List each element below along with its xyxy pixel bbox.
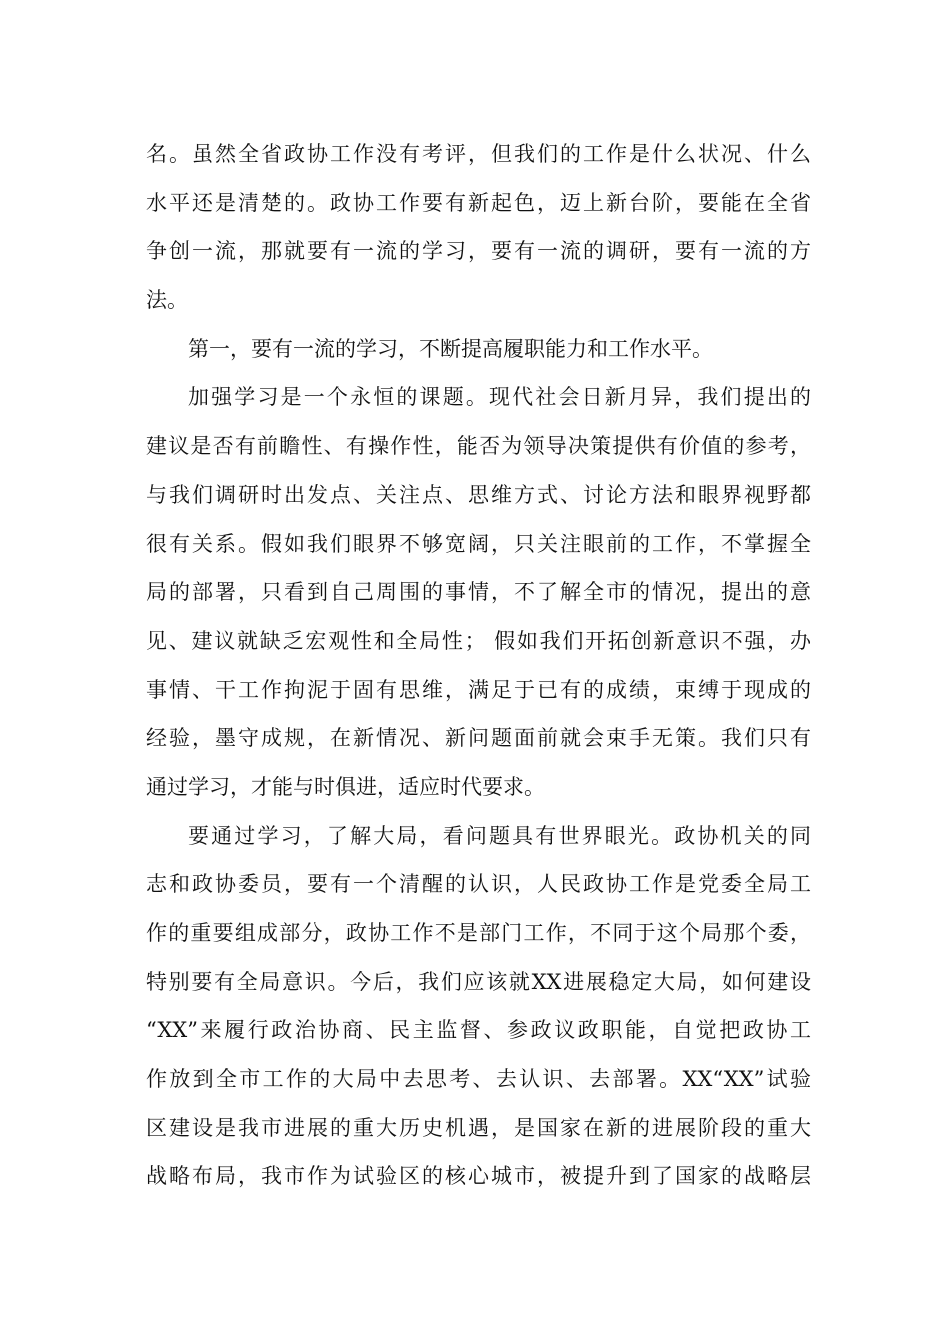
text-line: “XX”来履行政治协商、民主监督、参政议政职能，自觉把政协工	[146, 1018, 811, 1043]
text-line: 要通过学习，了解大局，看问题具有世界眼光。政协机关的同	[188, 823, 811, 848]
text-line: 争创一流，那就要有一流的学习，要有一流的调研，要有一流的方	[146, 239, 811, 264]
text-line: 作放到全市工作的大局中去思考、去认识、去部署。XX“XX”试验	[146, 1067, 811, 1092]
text-line: 经验，墨守成规，在新情况、新问题面前就会束手无策。我们只有	[146, 726, 811, 751]
text-line: 见、建议就缺乏宏观性和全局性； 假如我们开拓创新意识不强，办	[146, 628, 811, 653]
text-line: 局的部署，只看到自己周围的事情，不了解全市的情况，提出的意	[146, 580, 811, 605]
text-line: 志和政协委员，要有一个清醒的认识，人民政协工作是党委全局工	[146, 872, 811, 897]
body-text	[146, 130, 811, 1201]
text-line: 特别要有全局意识。今后，我们应该就XX进展稳定大局，如何建设	[146, 969, 811, 994]
text-line: 很有关系。假如我们眼界不够宽阔，只关注眼前的工作，不掌握全	[146, 531, 811, 556]
text-line: 名。虽然全省政协工作没有考评，但我们的工作是什么状况、什么	[146, 142, 811, 166]
text-line: 水平还是清楚的。政协工作要有新起色，迈上新台阶，要能在全省	[146, 190, 811, 215]
text-line: 法。	[146, 288, 188, 313]
text-line: 事情、干工作拘泥于固有思维，满足于已有的成绩，束缚于现成的	[146, 677, 811, 702]
text-line: 建议是否有前瞻性、有操作性，能否为领导决策提供有价值的参考，	[146, 434, 811, 459]
section-heading: 第一，要有一流的学习，不断提高履职能力和工作水平。	[188, 336, 713, 361]
text-line: 作的重要组成部分，政协工作不是部门工作，不同于这个局那个委，	[146, 921, 811, 945]
text-line: 战略布局，我市作为试验区的核心城市，被提升到了国家的战略层	[146, 1164, 811, 1189]
text-line: 区建设是我市进展的重大历史机遇，是国家在新的进展阶段的重大	[146, 1115, 811, 1140]
text-line: 加强学习是一个永恒的课题。现代社会日新月异，我们提出的	[188, 385, 811, 410]
text-line: 与我们调研时出发点、关注点、思维方式、讨论方法和眼界视野都	[146, 482, 811, 507]
text-line: 通过学习，才能与时俱进，适应时代要求。	[146, 774, 545, 799]
